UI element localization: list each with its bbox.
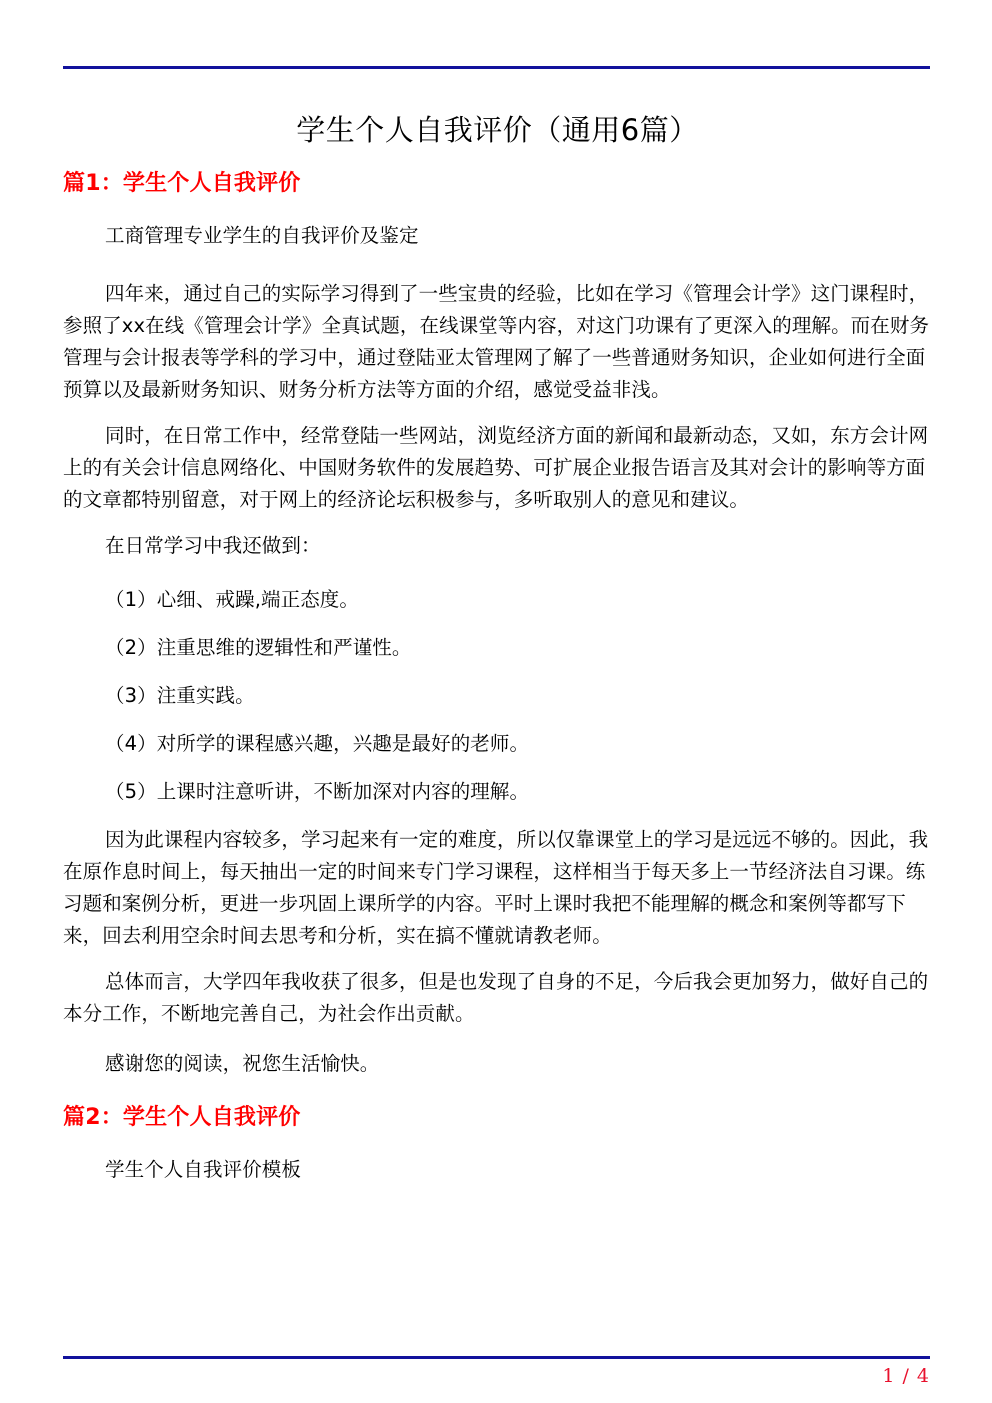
header-rule xyxy=(63,66,930,69)
list-item: （5）上课时注意听讲，不断加深对内容的理解。 xyxy=(105,780,530,803)
section-1-paragraph-1: 四年来，通过自己的实际学习得到了一些宝贵的经验，比如在学习《管理会计学》这门课程时，参照了xx在线《管理会计学》全真试题，在线课堂等内容，对这门功课有了更深入的理解。而在财务管理与会计报表等学科的学习中，通过登陆亚太管理网了解了一些普通财务知识，企业如何进行全面预算以及最新财务知识、财务分析方法等方面的介绍，感觉受益非浅。 xyxy=(63,282,930,401)
section-heading-1: 篇1：学生个人自我评价 xyxy=(63,171,301,196)
list-item: （2）注重思维的逻辑性和严谨性。 xyxy=(105,636,412,659)
section-1-lead-text: 工商管理专业学生的自我评价及鉴定 xyxy=(105,224,419,247)
list-item: （4）对所学的课程感兴趣，兴趣是最好的老师。 xyxy=(105,732,530,755)
section-1-thanks-text: 感谢您的阅读，祝您生活愉快。 xyxy=(105,1052,380,1075)
section-1-closing-paragraph-2: 总体而言，大学四年我收获了很多，但是也发现了自身的不足，今后我会更加努力，做好自己的本分工作，不断地完善自己，为社会作出贡献。 xyxy=(63,970,929,1025)
page-title: 学生个人自我评价（通用6篇） xyxy=(296,113,699,147)
document-content xyxy=(63,110,932,1212)
list-item: （1）心细、戒躁,端正态度。 xyxy=(105,588,360,611)
page-number: 1 / 4 xyxy=(882,1365,930,1387)
section-1-paragraph-2: 同时，在日常工作中，经常登陆一些网站，浏览经济方面的新闻和最新动态，又如，东方会计网上的有关会计信息网络化、中国财务软件的发展趋势、可扩展企业报告语言及其对会计的影响等方面的文章都特别留意，对于网上的经济论坛积极参与，多听取别人的意见和建议。 xyxy=(63,424,929,511)
list-item: （3）注重实践。 xyxy=(105,684,255,707)
footer-rule xyxy=(63,1356,930,1359)
section-1-list-intro: 在日常学习中我还做到： xyxy=(105,534,321,557)
section-heading-2: 篇2：学生个人自我评价 xyxy=(63,1105,301,1130)
section-1-closing-paragraph-1: 因为此课程内容较多，学习起来有一定的难度，所以仅靠课堂上的学习是远远不够的。因此，我在原作息时间上，每天抽出一定的时间来专门学习课程，这样相当于每天多上一节经济法自习课。练习题和案例分析，更进一步巩固上课所学的内容。平时上课时我把不能理解的概念和案例等都写下来，回去利用空余时间去思考和分析，实在搞不懂就请教老师。 xyxy=(63,828,929,947)
section-2-lead-text: 学生个人自我评价模板 xyxy=(105,1158,302,1181)
section-1-numbered-list xyxy=(63,584,932,808)
